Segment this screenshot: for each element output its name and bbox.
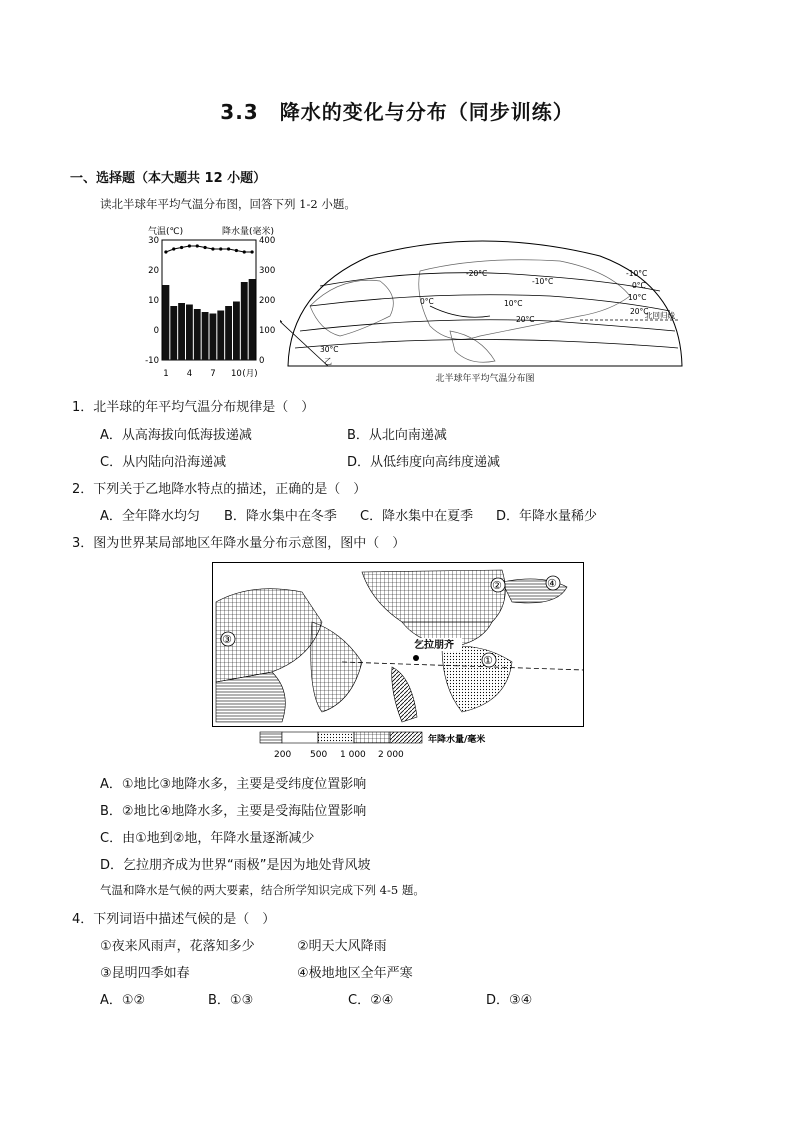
left-tick: -10 [145,356,159,366]
legend-swatch [354,732,390,743]
isotherm-label: 20°C [516,315,535,324]
q4-option-b[interactable]: B．①③ [208,993,254,1008]
temp-point [196,244,199,247]
section-heading: 一、选择题（本大题共 12 小题） [70,171,267,186]
page-title: 3.3 降水的变化与分布（同步训练） [220,100,574,124]
climate-chart [140,222,280,382]
q4-option-d[interactable]: D．③④ [486,993,533,1008]
temp-point [219,247,222,250]
isotherm-label: 10°C [504,299,523,308]
q1-option-a[interactable]: A．从高海拔向低海拔递减 [100,428,252,443]
intro-q4-5: 气温和降水是气候的两大要素，结合所学知识完成下列 4-5 题。 [100,883,425,897]
q4-item-4: ④极地地区全年严寒 [297,966,413,981]
temp-point [211,247,214,250]
left-tick: 30 [148,236,159,246]
temp-point [180,246,183,249]
q3-option-b[interactable]: B．②地比④地降水多，主要是受海陆位置影响 [100,804,367,819]
q3-option-c[interactable]: C．由①地到②地，年降水量逐渐减少 [100,831,315,846]
q4-option-a[interactable]: A．①② [100,993,146,1008]
q1-option-c[interactable]: C．从内陆向沿海递减 [100,455,227,470]
q1-stem: 1．北半球的年平均气温分布规律是（ ） [72,400,315,415]
precip-bar [210,314,217,361]
q4-item-2: ②明天大风降雨 [297,939,387,954]
q2-option-a[interactable]: A．全年降水均匀 [100,509,200,524]
temp-points [164,244,253,253]
temp-point [227,247,230,250]
marker-3: ③ [222,633,232,646]
marker-2: ② [492,579,502,592]
legend-swatch [282,732,318,743]
isotherm-label: -20°C [466,269,488,278]
right-tick: 200 [259,296,276,306]
left-tick: 20 [148,266,159,276]
legend-tick: 500 [310,750,328,760]
isotherm-map-svg [280,236,690,384]
marker-1: ① [483,654,493,667]
q3-option-d[interactable]: D．乞拉朋齐成为世界“雨极”是因为地处背风坡 [100,858,371,873]
legend-tick: 200 [274,750,292,760]
right-tick: 400 [259,236,276,246]
q4-stem: 4．下列词语中描述气候的是（ ） [72,912,276,927]
precip-bar [217,311,224,361]
precip-bar [178,303,185,360]
precip-bar [194,309,201,360]
isotherm-label: -10°C [532,277,554,286]
isotherm-label: 0°C [632,281,646,290]
map-caption: 北半球年平均气温分布图 [435,374,535,384]
precip-bar [233,302,240,361]
q3-option-a[interactable]: A．①地比③地降水多，主要是受纬度位置影响 [100,777,367,792]
x-ticks [163,369,257,379]
right-tick: 300 [259,266,276,276]
isotherm-map [280,236,690,384]
precip-bar [241,282,248,360]
pointer-arrow [280,314,282,322]
precip-bar [249,279,256,360]
precip-map [212,562,584,762]
temp-axis-label: 气温(℃) [148,227,184,237]
temp-point [203,246,206,249]
temp-point [188,244,191,247]
tropic-label: 北回归线 [645,311,675,320]
left-tick: 10 [148,296,159,306]
right-tick: 0 [259,356,265,366]
right-tick: 100 [259,326,276,336]
city-label: 乞拉朋齐 [414,640,454,651]
x-tick: 10 [231,369,242,379]
q2-option-d[interactable]: D．年降水量稀少 [496,509,598,524]
legend-title: 年降水量/毫米 [428,735,486,745]
right-ticks [259,236,275,366]
temp-point [250,250,253,253]
q4-option-c[interactable]: C．②④ [348,993,394,1008]
precip-bar [202,312,209,360]
climate-chart-svg [140,222,280,382]
intro-q1-2: 读北半球年平均气温分布图，回答下列 1-2 小题。 [100,197,356,211]
legend-swatch [390,732,422,743]
temp-point [243,250,246,253]
q2-option-b[interactable]: B．降水集中在冬季 [224,509,337,524]
q3-stem: 3．图为世界某局部地区年降水量分布示意图，图中（ ） [72,536,406,551]
precip-bar [225,306,232,360]
isotherm-label: 0°C [420,297,434,306]
legend-tick: 1 000 [340,750,366,760]
isotherm-label: 20°C [630,307,649,316]
q4-item-3: ③昆明四季如春 [100,966,190,981]
isotherm-label: -10°C [626,269,648,278]
point-label: 乙 [324,357,332,366]
q2-stem: 2．下列关于乙地降水特点的描述，正确的是（ ） [72,482,367,497]
isotherm-label: 30°C [320,345,339,354]
precip-map-svg [212,562,584,762]
temp-line [166,246,252,252]
legend-swatch [318,732,354,743]
x-tick: 1 [163,369,169,379]
q4-item-1: ①夜来风雨声，花落知多少 [100,939,255,954]
q2-option-c[interactable]: C．降水集中在夏季 [360,509,474,524]
precip-bars [163,279,256,360]
q1-option-b[interactable]: B．从北向南递减 [347,428,447,443]
temp-point [235,249,238,252]
legend-tick: 2 000 [378,750,404,760]
precip-bar [170,306,177,360]
precip-axis-label: 降水量(毫米) [222,227,275,237]
legend-swatch [260,732,282,743]
temp-point [164,250,167,253]
precip-bar [186,305,193,361]
x-tick: (月) [242,369,258,379]
q1-option-d[interactable]: D．从低纬度向高纬度递减 [347,455,501,470]
x-tick: 7 [210,369,216,379]
city-dot [413,655,419,661]
left-tick: 0 [153,326,159,336]
marker-4: ④ [547,577,557,590]
isotherm-label: 10°C [628,293,647,302]
x-tick: 4 [186,369,193,379]
left-ticks [145,236,159,366]
precip-bar [163,285,170,360]
temp-point [172,247,175,250]
